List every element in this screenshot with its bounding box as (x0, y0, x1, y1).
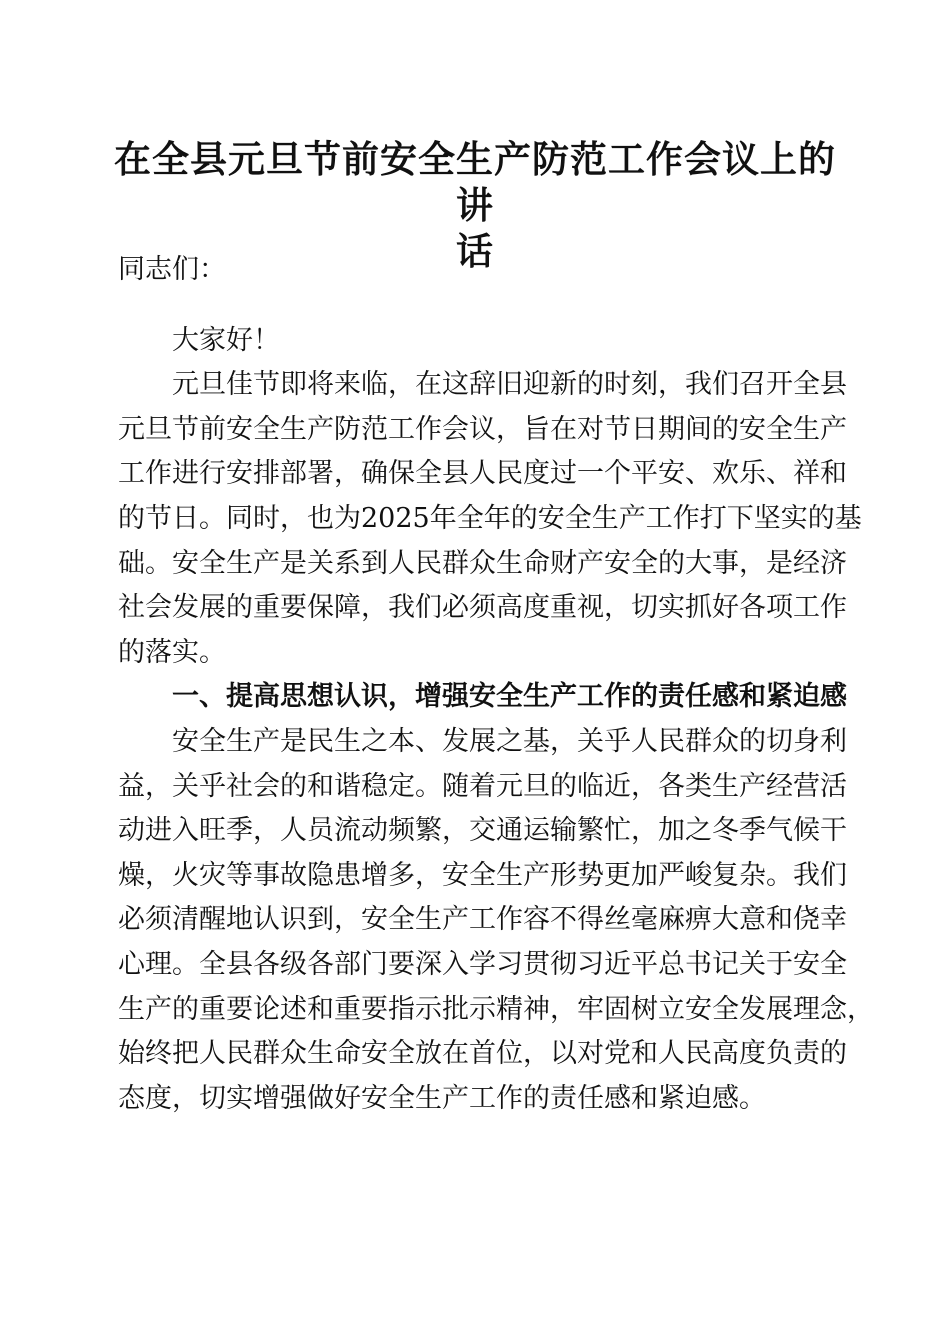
paragraph-line: 的落实。 (118, 636, 226, 668)
paragraph-line: 的节日。同时，也为2025年全年的安全生产工作打下坚实的基 (118, 502, 862, 534)
paragraph-line: 元旦节前安全生产防范工作会议，旨在对节日期间的安全生产 (118, 413, 847, 445)
paragraph-line: 始终把人民群众生命安全放在首位，以对党和人民高度负责的 (118, 1038, 847, 1070)
paragraph-line: 益，关乎社会的和谐稳定。随着元旦的临近，各类生产经营活 (118, 770, 847, 802)
title-line-2: 话 (456, 229, 494, 273)
paragraph-line: 工作进行安排部署，确保全县人民度过一个平安、欢乐、祥和 (118, 458, 847, 490)
paragraph-line: 社会发展的重要保障，我们必须高度重视，切实抓好各项工作 (118, 592, 847, 624)
paragraph-line: 生产的重要论述和重要指示批示精神，牢固树立安全发展理念， (118, 993, 874, 1025)
paragraph-line: 础。安全生产是关系到人民群众生命财产安全的大事，是经济 (118, 547, 847, 579)
paragraph-line: 元旦佳节即将来临，在这辞旧迎新的时刻，我们召开全县 (172, 369, 847, 401)
paragraph-line: 动进入旺季，人员流动频繁，交通运输繁忙，加之冬季气候干 (118, 815, 847, 847)
salutation: 同志们： (118, 254, 226, 285)
paragraph-line: 安全生产是民生之本、发展之基，关乎人民群众的切身利 (172, 725, 847, 757)
paragraph-2 (118, 720, 874, 1121)
document-body (118, 248, 874, 1121)
title-line-1: 在全县元旦节前安全生产防范工作会议上的讲 (114, 137, 836, 227)
paragraph-line: 心理。全县各级各部门要深入学习贯彻习近平总书记关于安全 (118, 948, 847, 980)
paragraph-line: 必须清醒地认识到，安全生产工作容不得丝毫麻痹大意和侥幸 (118, 904, 847, 936)
paragraph-1 (118, 363, 862, 675)
paragraph-line: 燥，火灾等事故隐患增多，安全生产形势更加严峻复杂。我们 (118, 859, 847, 891)
greeting: 大家好！ (172, 324, 280, 356)
section-heading: 一、提高思想认识，增强安全生产工作的责任感和紧迫感 (172, 681, 847, 713)
paragraph-line: 态度，切实增强做好安全生产工作的责任感和紧迫感。 (118, 1082, 766, 1114)
